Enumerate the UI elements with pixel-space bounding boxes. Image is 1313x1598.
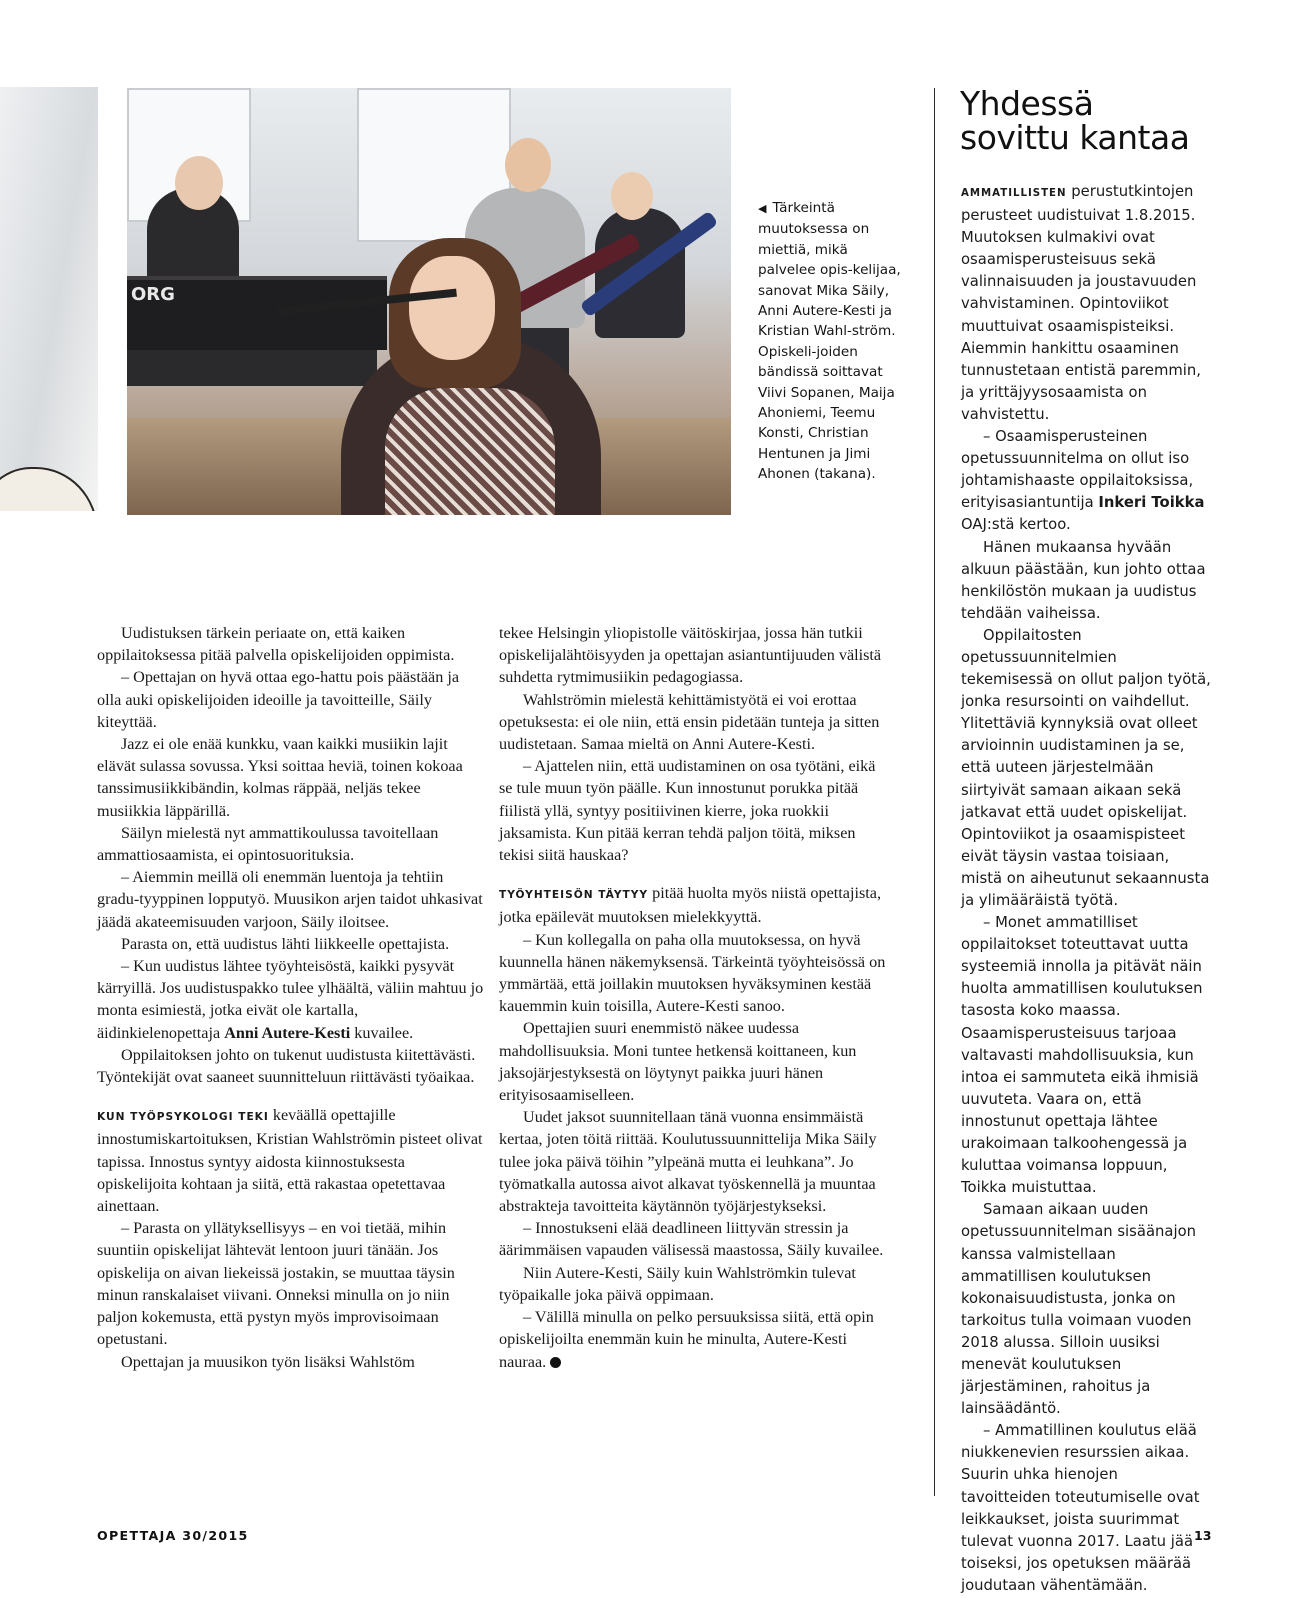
paragraph [499,1306,886,1373]
paragraph: Säilyn mielestä nyt ammattikoulussa tavoitellaan ammattiosaamista, ei opintosuorituksia. [97,823,439,865]
paragraph-text: perustutkintojen perusteet uudistuivat 1.8.2015. Muutoksen kulmakivi ovat osaamisperusteisuus sekä valinnaisuuden ja joustavuuden vahvistaminen. Opintoviikot muuttuivat osaamispisteiksi. Aiemmin hankittu osaaminen tunnustetaan entistä paremmin, ja yrittäjyysosaamista on vahvistettu. [961,183,1201,423]
paragraph-text: kuvailee. [354,1023,414,1042]
guitarist-head [505,138,551,192]
paragraph-text: keväällä opettajille innostumiskartoituksen, Kristian Wahlströmin pisteet olivat tapissa. Innostus syntyy aidosta kiinnostuksesta opiskelijoita kohtaan ja siitä, että rakastaa opetettavaa ainettaan. [97,1106,483,1216]
keyboard-stand-graphic [127,350,377,386]
paragraph: – Kun kollegalla on paha olla muutoksessa, on hyvä kuunnella hänen näkemyksensä. Tärkeintä työyhteisössä on ymmärtää, että joillakin muutoksen hyväksyminen kestää kauemmin kuin toisilla, Autere-Kesti sanoo. [499,930,886,1016]
section-lead-in: AMMATILLISTEN [961,188,1067,199]
sidebar-title-line: sovittu kantaa [960,118,1190,157]
paragraph: Uudet jaksot suunnitellaan tänä vuonna ensimmäistä kertaa, joten töitä riittää. Koulutussuunnittelija Mika Säily tulee joka päivä töihin ”ylpeänä mutta ei leuhkana”. Jo työmatkalla autossa aivot alkavat työskennellä ja muuntaa abstrakteja tavoitteita käytännön työjärjestykseksi. [499,1108,877,1216]
paragraph: – Parasta on yllätyksellisyys – en voi tietää, mihin suuntiin opiskelijat lähtevät lentoon juuri tänään. Jos opiskelija on aivan liekeissä jostakin, se muuttaa täysin minun ranskalaiset viivani. Onneksi minulla on jo niin paljon kokemusta, että pystyn myös improvisoimaan opetustani. [97,1219,455,1349]
page-number: 13 [1194,1528,1212,1543]
paragraph: Niin Autere-Kesti, Säily kuin Wahlströmkin tulevat työpaikalle joka päivä oppimaan. [499,1263,856,1304]
paragraph [961,181,1211,426]
paragraph [97,1104,484,1217]
paragraph: – Innostukseni elää deadlineen liittyvän stressin ja äärimmäisen vapauden välisessä maastossa, Säily kuvailee. [499,1219,884,1260]
publication-footer: OPETTAJA 30/2015 [97,1528,249,1543]
photo-caption [758,198,908,485]
band-photo [127,88,731,515]
paragraph [961,426,1211,536]
paragraph: Oppilaitosten opetussuunnitelmien tekemisessä on ollut paljon työtä, jonka resursointi on vaihdellut. Ylitettäviä kynnyksiä ovat olleet arvioinnin uudistaminen ja se, että uuteen järjestelmään siirtyivät samaan aikaan sekä jatkavat että uudet opiskelijat. Opintoviikot ja osaamispisteet eivät täysin vastaa toisiaan, mistä on aiheutunut sekaannusta ja ylimääräistä työtä. [961,626,1211,909]
article-column-2 [499,622,886,1373]
sidebar-title [960,84,1260,157]
second-guitarist-head [611,172,653,220]
paragraph: Hänen mukaansa hyvään alkuun päästään, kun johto ottaa henkilöstön mukaan ja uudistus tehdään vaiheissa. [961,538,1206,622]
side-photo [0,87,98,511]
paragraph-text: – Välillä minulla on pelko persuuksissa siitä, että opin opiskelijoilta enemmän kuin he minulta, Autere-Kesti nauraa. [499,1308,874,1371]
paragraph: – Monet ammatilliset oppilaitokset toteuttavat uutta systeemiä innolla ja pitävät näin huolta ammatillisen koulutuksen tasosta koko maassa. Osaamisperusteisuus tarjoaa valtavasti mahdollisuuksia, kun intoa ei sammuteta eikä ihmisiä uuvuteta. Vaara on, että innostunut opettaja lähtee urakoimaan talkoohengessä ja kuluttaa voimansa loppuun, Toikka muistuttaa. [961,914,1203,1197]
person-name: Inkeri Toikka [1098,494,1205,512]
keyboard-graphic [127,276,387,350]
sidebar-divider [934,88,935,1496]
paragraph: Samaan aikaan uuden opetussuunnitelman sisäänajon kanssa valmistellaan ammatillisen koulutuksen kokonaisuudistusta, jonka on tarkoitus tulla voimaan vuoden 2018 alussa. Silloin uusiksi menevät koulutuksen järjestäminen, rahoitus ja lainsäädäntö. [961,1201,1197,1418]
paragraph [499,882,886,928]
paragraph: – Aiemmin meillä oli enemmän luentoja ja tehtiin gradu-tyyppinen lopputyö. Muusikon arjen taidot uhkasivat jäädä akateemisuuden varjoon, Säily iloitsee. [97,868,483,931]
sidebar-title-line: Yhdessä [960,84,1094,123]
paragraph: Wahlströmin mielestä kehittämistyötä ei voi erottaa opetuksesta: ei ole niin, että ensin pidetään tunteja ja sitten uudistetaan. Samaa mieltä on Anni Autere-Kesti. [499,690,880,754]
paragraph-text: – Kun uudistus lähtee työyhteisöstä, kaikki pysyvät kärryillä. Jos uudistuspakko tulee ylhäältä, väliin mahtuu jo monta esimiestä, jotka eivät ole kartalla, äidinkielenopettaja [97,957,484,1042]
caption-arrow-icon: ◀ [758,202,767,215]
section-lead-in: KUN TYÖPSYKOLOGI TEKI [97,1111,269,1124]
paragraph-text: OAJ:stä kertoo. [961,516,1071,534]
paragraph: – Ajattelen niin, että uudistaminen on osa työtäni, eikä se tule muun työn päälle. Kun innostunut porukka pitää fiilistä yllä, syntyy positiivinen kierre, joka ruokkii jaksamista. Kun pitää kerran tehdä paljon töitä, miksen tekisi siitä hauskaa? [499,757,876,865]
person-name: Anni Autere-Kesti [224,1023,351,1042]
paragraph: – Ammatillinen koulutus elää niukkenevien resurssien aikaa. Suurin uhka hienojen tavoitteiden toteutumiselle ovat leikkaukset, joista suurimmat tulevat vuonna 2017. Laatu jää toiseksi, jos opetuksen määrää joudutaan vähentämään. [961,1422,1200,1594]
article-column-1 [97,622,484,1373]
paragraph: Parasta on, että uudistus lähti liikkeelle opettajista. [121,934,450,953]
guitar-body-graphic [0,467,98,511]
keyboard-brand: ORG [131,284,175,305]
paragraph-text: – Osaamisperusteinen opetussuunnitelma on ollut iso johtamishaaste oppilaitoksissa, erityisasiantuntija [961,428,1194,512]
paragraph: tekee Helsingin yliopistolle väitöskirjaa, jossa hän tutkii opiskelijalähtöisyyden ja opettajan asiantuntijuuden välistä suhdetta rytmimusiikin pedagogiassa. [499,624,882,687]
keyboard-player-head [175,156,223,210]
paragraph: Uudistuksen tärkein periaate on, että kaiken oppilaitoksessa pitää palvella opiskelijoiden oppimista. [97,624,455,665]
paragraph: Jazz ei ole enää kunkku, vaan kaikki musiikin lajit elävät sulassa sovussa. Yksi soittaa heviä, toinen kokoaa tanssimusiikkibändin, kolmas räppää, neljäs tekee musiikkia läppärillä. [97,735,463,820]
paragraph: Oppilaitoksen johto on tukenut uudistusta kiitettävästi. Työntekijät ovat saaneet suunnitteluun riittävästi työaikaa. [97,1045,476,1087]
paragraph [97,955,484,1044]
caption-text: Tärkeintä muutoksessa on miettiä, mikä palvelee opis-kelijaa, sanovat Mika Säily, Anni Autere-Kesti ja Kristian Wahl-ström. Opiskeli-joiden bändissä soittavat Viivi Sopanen, Maija Ahoniemi, Teemu Konsti, Christian Hentunen ja Jimi Ahonen (takana). [758,200,901,483]
paragraph-text: pitää huolta myös niistä opettajista, jotka epäilevät muutoksen mielekkyyttä. [499,884,881,927]
singer-cardigan [385,388,555,515]
singer-face [409,256,495,360]
paragraph: Opettajien suuri enemmistö näkee uudessa mahdollisuuksia. Moni tuntee hetkensä koittaneen, kun jaksojärjestyksestä on löytynyt paikka juuri hänen erityisosaamiselleen. [499,1019,857,1105]
paragraph: – Opettajan on hyvä ottaa ego-hattu pois päästään ja olla auki opiskelijoiden ideoille ja tavoitteille, Säily kiteyttää. [97,668,460,731]
paragraph: Opettajan ja muusikon työn lisäksi Wahlstöm [121,1352,415,1371]
end-mark-icon [550,1357,561,1368]
section-lead-in: TYÖYHTEISÖN TÄYTYY [499,889,649,902]
sidebar-body [961,181,1211,1597]
